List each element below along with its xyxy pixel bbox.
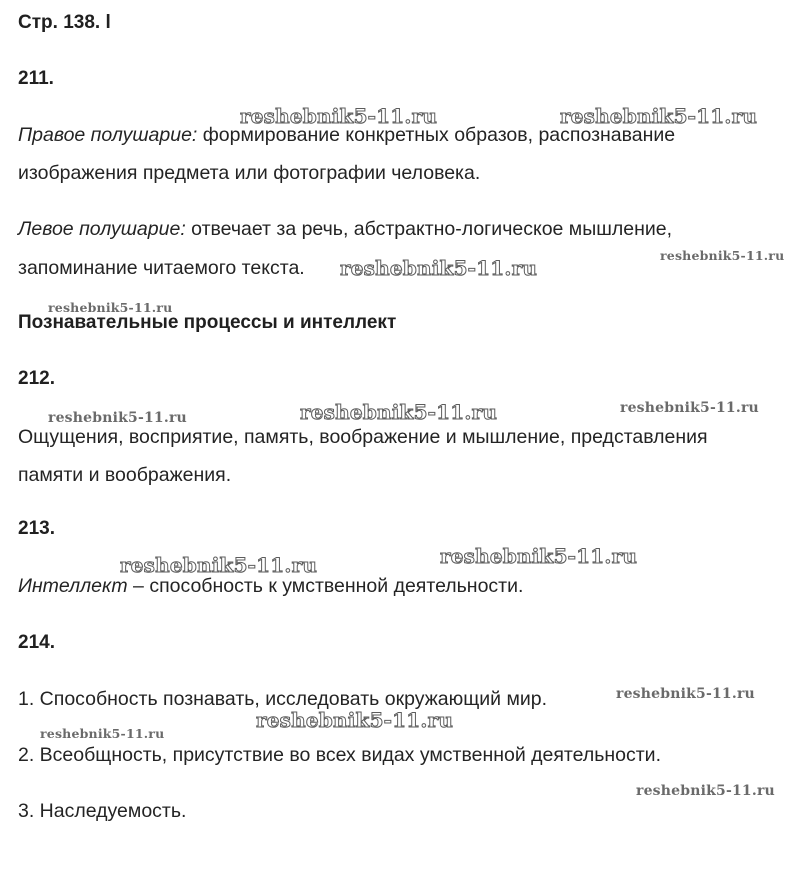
watermark: reshebnik5-11.ru (616, 686, 755, 702)
task-211-line-4-text: запоминание читаемого текста. (18, 257, 305, 279)
task-number-212: 212. (18, 368, 55, 389)
task-214-item-3 (18, 800, 186, 823)
task-211-line-2-text: изображения предмета или фотографии человека. (18, 162, 481, 184)
page-title: Стр. 138. l (18, 12, 111, 33)
task-213-line-1 (18, 575, 523, 598)
watermark: reshebnik5-11.ru (48, 410, 187, 426)
term-right-hemisphere: Правое полушарие: (18, 124, 198, 146)
task-211-line-2 (18, 162, 480, 185)
task-214-item-3-text: 3. Наследуемость. (18, 800, 187, 822)
watermark: reshebnik5-11.ru (120, 553, 318, 577)
watermark: reshebnik5-11.ru (40, 726, 165, 741)
term-intellect: Интеллект (18, 575, 128, 597)
task-212-line-2-text: памяти и воображения. (18, 464, 232, 486)
task-number-214: 214. (18, 632, 55, 653)
task-214-item-1 (18, 688, 547, 711)
watermark: reshebnik5-11.ru (560, 104, 758, 128)
watermark: reshebnik5-11.ru (240, 104, 438, 128)
watermark: reshebnik5-11.ru (620, 400, 759, 416)
watermark: reshebnik5-11.ru (48, 300, 173, 315)
watermark: reshebnik5-11.ru (300, 400, 498, 424)
task-212-line-1 (18, 426, 708, 449)
task-214-item-1-text: 1. Способность познавать, исследовать окружающий мир. (18, 688, 548, 710)
watermark: reshebnik5-11.ru (636, 783, 775, 799)
task-212-line-1-text: Ощущения, восприятие, память, воображение и мышление, представления (18, 426, 708, 448)
watermark: reshebnik5-11.ru (256, 708, 454, 732)
task-211-line-1-text: формирование конкретных образов, распознавание (197, 124, 676, 146)
section-heading: Познавательные процессы и интеллект (18, 312, 397, 333)
task-211-line-4 (18, 257, 305, 280)
task-214-item-2 (18, 744, 661, 767)
task-number-213: 213. (18, 518, 55, 539)
task-213-line-1-text: – способность к умственной деятельности. (127, 575, 524, 597)
task-211-line-1 (18, 124, 675, 147)
task-number-211: 211. (18, 68, 54, 89)
task-211-line-3-text: отвечает за речь, абстрактно-логическое мышление, (185, 218, 673, 240)
watermark: reshebnik5-11.ru (440, 544, 638, 568)
task-212-line-2 (18, 464, 231, 487)
task-214-item-2-text: 2. Всеобщность, присутствие во всех видах умственной деятельности. (18, 744, 661, 766)
watermark: reshebnik5-11.ru (340, 256, 538, 280)
term-left-hemisphere: Левое полушарие: (18, 218, 186, 240)
task-211-line-3 (18, 218, 672, 241)
watermark: reshebnik5-11.ru (660, 248, 785, 263)
